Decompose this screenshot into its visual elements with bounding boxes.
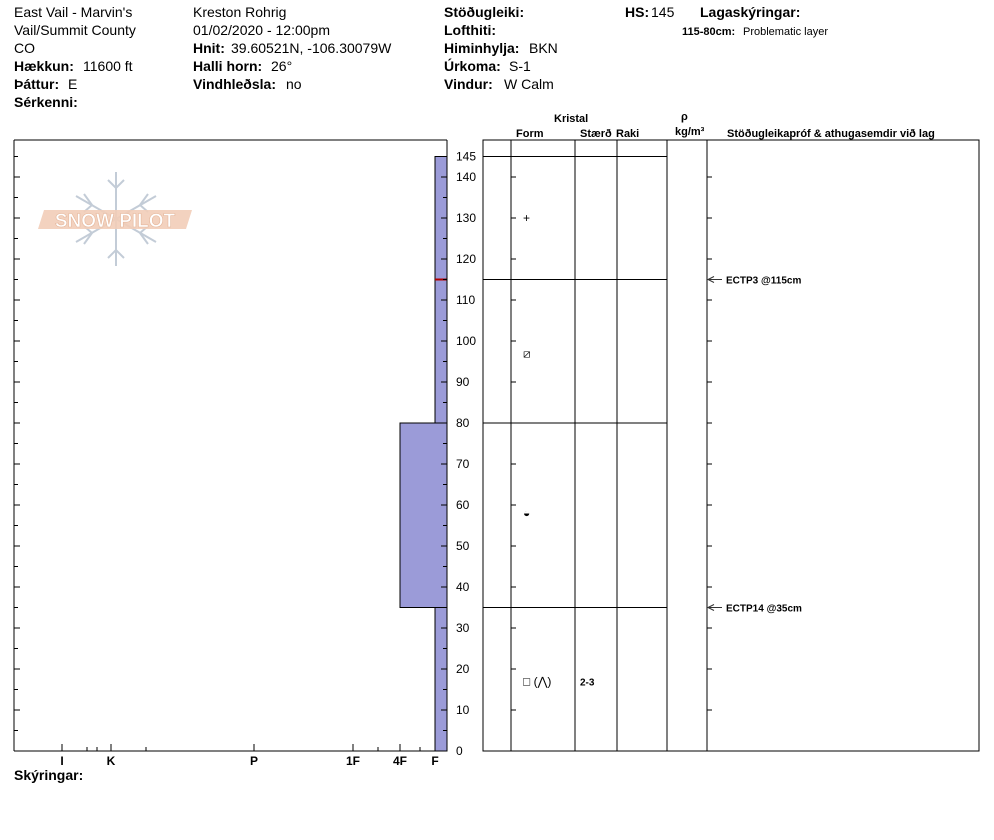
grain-form-symbol: □ (⋀): [523, 674, 552, 689]
height-tick-label: 130: [456, 211, 477, 225]
hardness-tick-label: P: [249, 754, 259, 768]
height-tick-label: 110: [456, 293, 476, 307]
location-region: Vail/Summit County: [14, 22, 136, 38]
elevation-value: 11600 ft: [83, 58, 133, 74]
snowpilot-logo: [38, 172, 192, 266]
sky-value: BKN: [529, 40, 558, 56]
height-tick-label: 40: [456, 580, 470, 594]
grain-form-symbol: +: [523, 211, 531, 225]
hs-value: 145: [651, 4, 675, 20]
slope-value: 26°: [271, 58, 293, 74]
observer-name: Kreston Rohrig: [193, 4, 287, 20]
height-tick-label: 120: [456, 252, 477, 266]
table-frame: [483, 140, 979, 751]
layer-note-range: 115-80cm:: [682, 26, 736, 38]
rho-header: ρ: [681, 111, 688, 123]
aspect-value: E: [68, 76, 78, 92]
hardness-layer: [400, 423, 447, 608]
height-tick-label: 50: [456, 539, 470, 553]
wind-loading-value: no: [286, 76, 302, 92]
hardness-tick-label: I: [60, 754, 64, 768]
wind-loading-label: Vindhleðsla:: [193, 76, 276, 92]
height-tick-label: 30: [456, 621, 470, 635]
logo-text: SNOW PILOT: [54, 211, 176, 232]
wind-value: W Calm: [504, 76, 554, 92]
tests-header: Stöðugleikapróf & athugasemdir við lag: [727, 128, 935, 140]
hardness-tick-label: 4F: [392, 754, 408, 768]
hardness-layer: [435, 157, 447, 424]
location-name: East Vail - Marvin's: [14, 4, 133, 20]
height-tick-label: 145: [456, 149, 477, 164]
height-tick-label: 140: [456, 170, 477, 184]
crystal-header: Kristal: [554, 113, 589, 125]
stability-test-label: ECTP3 @115cm: [726, 275, 802, 287]
aspect-label: Þáttur:: [14, 76, 60, 92]
moisture-header: Raki: [616, 128, 640, 140]
stability-label: Stöðugleiki:: [444, 4, 525, 20]
height-tick-label: 80: [456, 416, 470, 430]
precip-label: Úrkoma:: [444, 58, 501, 74]
location-state: CO: [14, 40, 35, 56]
grain-form-symbol: ◒: [523, 506, 531, 521]
height-tick-label: 100: [456, 334, 477, 348]
height-tick-label: 90: [456, 375, 470, 389]
density-unit-header: kg/m³: [675, 126, 705, 138]
grain-form-symbol: ⧄: [523, 346, 531, 361]
hardness-tick-label: K: [106, 754, 116, 768]
precip-value: S-1: [509, 58, 531, 74]
features-label: Sérkenni:: [14, 94, 78, 110]
height-tick-label: 10: [456, 703, 470, 717]
hardness-tick-label: 1F: [345, 754, 361, 768]
coords-value: 39.60521N, -106.30079W: [231, 40, 392, 56]
stability-test-label: ECTP14 @35cm: [726, 603, 802, 615]
air-temp-label: Lofthiti:: [444, 22, 497, 38]
hardness-layer: [435, 608, 447, 752]
height-tick-label: 20: [456, 662, 470, 676]
size-header: Stærð: [580, 128, 612, 140]
elevation-label: Hækkun:: [14, 58, 74, 74]
height-tick-label: 60: [456, 498, 470, 512]
form-header: Form: [516, 128, 544, 140]
slope-label: Halli horn:: [193, 58, 263, 74]
height-tick-label: 70: [456, 457, 470, 471]
layer-note-text: Problematic layer: [743, 26, 828, 38]
grain-size-value: 2-3: [580, 677, 595, 689]
wind-label: Vindur:: [444, 76, 493, 92]
layer-notes-label: Lagaskýringar:: [700, 4, 801, 20]
legend-label: Skýringar:: [14, 767, 84, 783]
height-tick-label: 0: [456, 744, 463, 758]
hs-label: HS:: [625, 4, 650, 20]
observation-datetime: 01/02/2020 - 12:00pm: [193, 22, 330, 38]
coords-label: Hnit:: [193, 40, 225, 56]
hardness-tick-label: F: [431, 754, 439, 768]
sky-label: Himinhylja:: [444, 40, 520, 56]
